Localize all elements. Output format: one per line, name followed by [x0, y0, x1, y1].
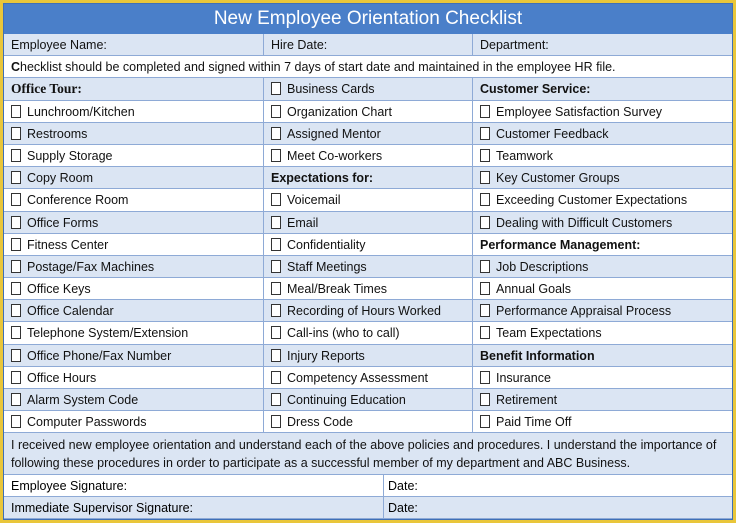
checklist-item-label: Postage/Fax Machines	[27, 259, 155, 274]
checkbox[interactable]	[480, 282, 490, 295]
checkbox[interactable]	[271, 127, 281, 140]
hire-date-field[interactable]: Hire Date:	[264, 34, 473, 55]
checklist-item-label: Office Phone/Fax Number	[27, 348, 172, 363]
checkbox[interactable]	[480, 393, 490, 406]
checklist-item	[4, 345, 264, 366]
checklist-item-label: Office Forms	[27, 215, 99, 230]
checklist-item	[473, 101, 732, 122]
checklist-item	[264, 101, 473, 122]
note-first-letter: C	[11, 60, 21, 75]
checklist-item-label: Team Expectations	[496, 326, 602, 341]
checklist-item	[264, 123, 473, 144]
checkbox[interactable]	[11, 127, 21, 140]
checkbox[interactable]	[271, 371, 281, 384]
checklist-item	[264, 278, 473, 299]
checkbox[interactable]	[11, 216, 21, 229]
checkbox[interactable]	[11, 393, 21, 406]
checklist-item-label: Telephone System/Extension	[27, 326, 189, 341]
checklist-row	[4, 212, 732, 234]
checkbox[interactable]	[11, 371, 21, 384]
checklist-row	[4, 300, 732, 322]
checklist-item-label: Lunchroom/Kitchen	[27, 104, 135, 119]
supervisor-signature-row	[4, 497, 732, 519]
checklist-item	[264, 256, 473, 277]
checklist-item-label: Insurance	[496, 370, 551, 385]
supervisor-date-field[interactable]: Date:	[388, 501, 418, 516]
checklist-item-label: Retirement	[496, 393, 558, 407]
checklist-row	[4, 101, 732, 123]
checklist-item	[473, 145, 732, 166]
checkbox[interactable]	[480, 105, 490, 118]
checkbox[interactable]	[11, 238, 21, 251]
checkbox[interactable]	[271, 304, 281, 317]
checklist-row	[4, 322, 732, 344]
checklist-item	[4, 367, 264, 388]
checklist-item-label: Supply Storage	[27, 148, 113, 163]
checklist-item	[4, 212, 264, 233]
checklist-item	[264, 212, 473, 233]
checkbox[interactable]	[480, 260, 490, 273]
employee-signature-row	[4, 475, 732, 497]
checkbox[interactable]	[480, 326, 490, 339]
checklist-row	[4, 367, 732, 389]
section-heading-label: Office Tour:	[11, 81, 82, 97]
checklist-item-label: Performance Appraisal Process	[496, 304, 672, 319]
supervisor-signature-field[interactable]: Immediate Supervisor Signature:	[4, 497, 384, 518]
checklist-item	[4, 300, 264, 321]
checkbox[interactable]	[11, 193, 21, 206]
checklist-item	[473, 300, 732, 321]
checklist-item-label: Teamwork	[496, 148, 553, 163]
checkbox[interactable]	[11, 282, 21, 295]
checkbox[interactable]	[271, 349, 281, 362]
checklist-item-label: Competency Assessment	[287, 370, 429, 385]
checkbox[interactable]	[11, 304, 21, 317]
checklist-row	[4, 234, 732, 256]
checkbox[interactable]	[271, 216, 281, 229]
checklist-item	[473, 256, 732, 277]
section-heading-label: Benefit Information	[480, 348, 595, 363]
checklist-item-label: Meet Co-workers	[287, 148, 383, 163]
checklist-item	[264, 322, 473, 343]
checklist-row	[4, 278, 732, 300]
checklist-item-label: Assigned Mentor	[287, 126, 381, 141]
form-title: New Employee Orientation Checklist	[4, 4, 732, 34]
checkbox[interactable]	[480, 415, 490, 428]
checkbox[interactable]	[271, 193, 281, 206]
checklist-item-label: Conference Room	[27, 193, 129, 208]
checklist-item	[473, 123, 732, 144]
checklist-item-label: Customer Feedback	[496, 126, 609, 141]
checklist-item-label: Office Calendar	[27, 304, 114, 319]
checkbox[interactable]	[480, 216, 490, 229]
checklist-item	[264, 78, 473, 99]
checklist-item	[4, 256, 264, 277]
section-heading-label: Expectations for:	[271, 171, 374, 186]
checkbox[interactable]	[11, 415, 21, 428]
checklist-row	[4, 189, 732, 211]
checklist-item	[473, 367, 732, 388]
checklist-item-label: Dealing with Difficult Customers	[496, 215, 673, 230]
checklist-item	[4, 389, 264, 410]
checklist-item-label: Staff Meetings	[287, 259, 367, 274]
department-field[interactable]: Department:	[480, 38, 549, 52]
checklist-item	[264, 145, 473, 166]
checklist-item	[4, 278, 264, 299]
checklist-item	[473, 389, 732, 410]
checkbox[interactable]	[271, 260, 281, 273]
employee-info-row	[4, 34, 732, 56]
checkbox[interactable]	[480, 371, 490, 384]
note-text: hecklist should be completed and signed within 7 days of start date and maintained in the employee HR file.	[20, 60, 616, 75]
section-heading	[264, 167, 473, 188]
checklist-item-label: Office Keys	[27, 282, 91, 297]
checklist-item	[4, 189, 264, 210]
checklist-item-label: Injury Reports	[287, 348, 365, 363]
checklist-row	[4, 78, 732, 100]
checkbox[interactable]	[271, 282, 281, 295]
checklist-item-label: Office Hours	[27, 370, 97, 385]
checklist-item-label: Alarm System Code	[27, 393, 139, 407]
checklist-item-label: Organization Chart	[287, 104, 392, 119]
section-heading	[473, 345, 732, 366]
checklist-item	[264, 234, 473, 255]
employee-signature-field[interactable]: Employee Signature:	[4, 475, 384, 496]
checklist-item-label: Paid Time Off	[496, 415, 572, 430]
checklist-row	[4, 345, 732, 367]
checklist-item-label: Dress Code	[287, 415, 353, 430]
section-heading	[473, 78, 732, 99]
checklist-item	[4, 101, 264, 122]
checkbox[interactable]	[11, 349, 21, 362]
checklist-item-label: Call-ins (who to call)	[287, 326, 400, 341]
checklist-row	[4, 145, 732, 167]
section-heading-label: Customer Service:	[480, 82, 591, 97]
section-heading	[4, 78, 264, 99]
checklist-item-label: Recording of Hours Worked	[287, 304, 442, 319]
checkbox[interactable]	[271, 393, 281, 406]
employee-name-field[interactable]: Employee Name:	[4, 34, 264, 55]
checklist-item-label: Annual Goals	[496, 282, 572, 297]
checklist-item-label: Email	[287, 215, 319, 230]
checklist-item	[264, 300, 473, 321]
checklist-item-label: Business Cards	[287, 82, 375, 97]
checkbox[interactable]	[11, 149, 21, 162]
checkbox[interactable]	[480, 127, 490, 140]
checklist-item-label: Employee Satisfaction Survey	[496, 104, 663, 119]
checklist-row	[4, 256, 732, 278]
checklist-item	[4, 167, 264, 188]
employee-date-field[interactable]: Date:	[388, 479, 418, 494]
checklist-item	[264, 411, 473, 432]
checklist-item	[264, 389, 473, 410]
checklist-row	[4, 167, 732, 189]
checklist-item	[4, 145, 264, 166]
checkbox[interactable]	[11, 260, 21, 273]
checklist-item-label: Key Customer Groups	[496, 171, 620, 186]
checklist-item	[4, 411, 264, 432]
checklist-item	[473, 212, 732, 233]
checkbox[interactable]	[480, 149, 490, 162]
checklist-item	[264, 189, 473, 210]
section-heading	[473, 234, 732, 255]
checklist-item-label: Exceeding Customer Expectations	[496, 193, 688, 208]
checklist-item	[473, 167, 732, 188]
checklist-item-label: Confidentiality	[287, 237, 366, 252]
instruction-note	[4, 56, 732, 78]
checklist-item-label: Copy Room	[27, 171, 93, 186]
checkbox[interactable]	[271, 415, 281, 428]
checklist-item	[473, 278, 732, 299]
checkbox[interactable]	[271, 326, 281, 339]
checkbox[interactable]	[11, 326, 21, 339]
checklist-item-label: Job Descriptions	[496, 259, 589, 274]
checkbox[interactable]	[11, 171, 21, 184]
checklist-item	[264, 345, 473, 366]
checklist-form	[3, 3, 733, 520]
checklist-item-label: Fitness Center	[27, 237, 109, 252]
checkbox[interactable]	[271, 238, 281, 251]
checkbox[interactable]	[480, 304, 490, 317]
checklist-item	[473, 411, 732, 432]
checklist-item	[473, 322, 732, 343]
checklist-item-label: Computer Passwords	[27, 415, 147, 430]
checkbox[interactable]	[271, 82, 281, 95]
checklist-item-label: Continuing Education	[287, 393, 406, 407]
checkbox[interactable]	[271, 149, 281, 162]
checklist-item-label: Meal/Break Times	[287, 282, 388, 297]
checklist-item-label: Voicemail	[287, 193, 341, 208]
checklist-item	[4, 234, 264, 255]
checkbox[interactable]	[480, 171, 490, 184]
checklist-item	[4, 322, 264, 343]
checklist-row	[4, 123, 732, 145]
checklist-row	[4, 389, 732, 411]
checklist-item	[473, 189, 732, 210]
checkbox[interactable]	[480, 193, 490, 206]
checkbox[interactable]	[11, 105, 21, 118]
checklist-item-label: Restrooms	[27, 126, 88, 141]
section-heading-label: Performance Management:	[480, 237, 641, 252]
acknowledgement-text: I received new employee orientation and understand each of the above policies and procedures. I understand the importance of following these procedures in order to participate as a successful member of my department and ABC Business.	[4, 433, 732, 475]
checklist-item	[4, 123, 264, 144]
checkbox[interactable]	[271, 105, 281, 118]
checklist-item	[264, 367, 473, 388]
checklist-row	[4, 411, 732, 433]
checklist-grid	[4, 78, 732, 433]
